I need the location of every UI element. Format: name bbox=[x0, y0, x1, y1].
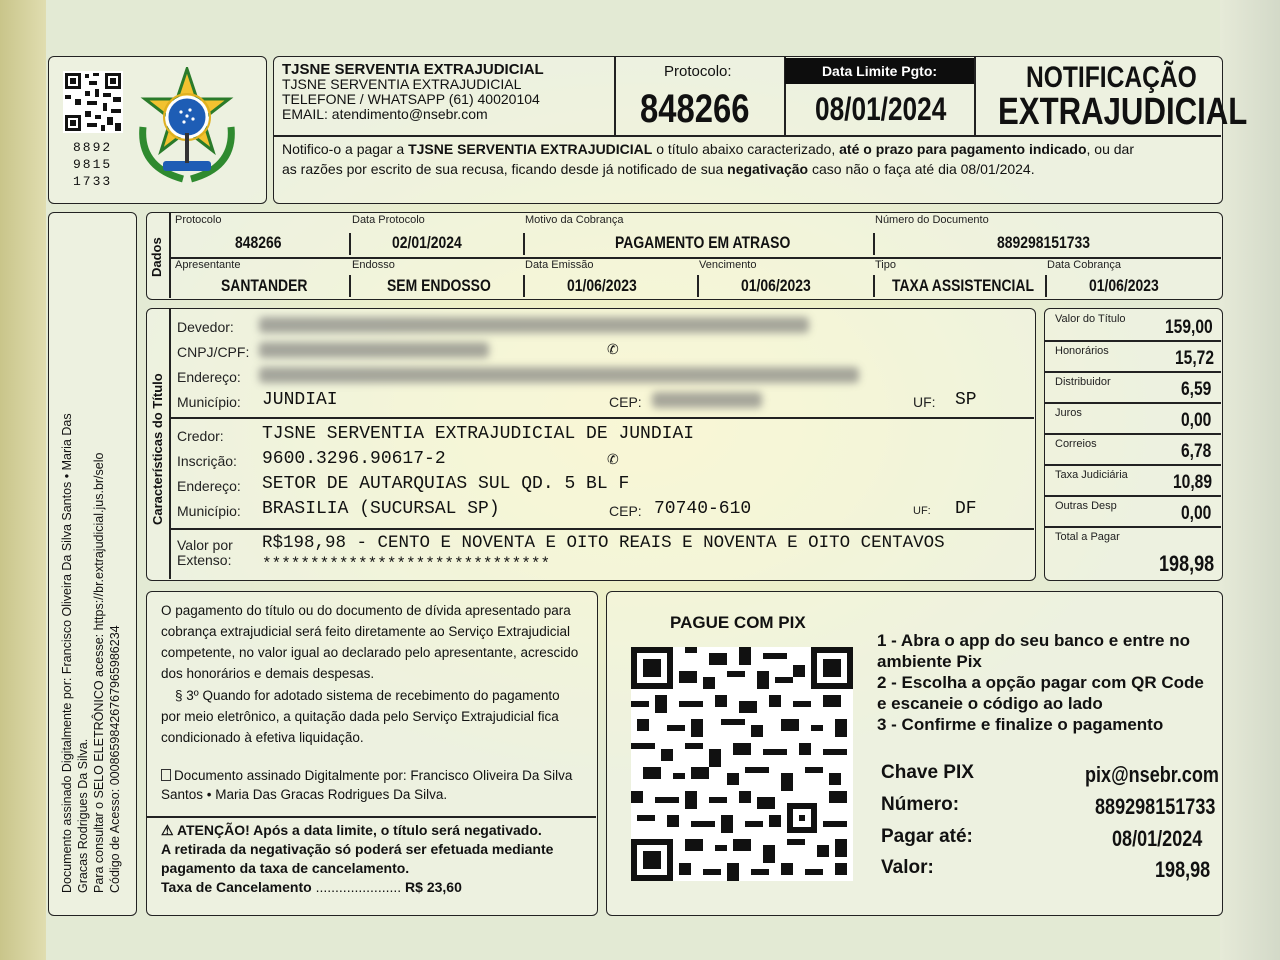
info-paragraph-2: § 3º Quando for adotado sistema de recebimento do pagamento por meio eletrônico, a quitação dada pelo Serviço Extrajudicial fica condicionado à efetiva liquidação. bbox=[161, 688, 560, 745]
dados-data-cobranca: 01/06/2023 bbox=[1089, 276, 1159, 295]
emblem-box bbox=[48, 56, 267, 204]
titulo-section-label: Características do Título bbox=[150, 373, 165, 525]
dados-data-emissao: 01/06/2023 bbox=[567, 276, 637, 295]
left-border-pattern bbox=[0, 0, 46, 960]
deadline-value: 08/01/2024 bbox=[815, 91, 947, 127]
org-name: TJSNE SERVENTIA EXTRAJUDICIAL bbox=[282, 76, 522, 92]
valor-correios: 6,78 bbox=[1181, 441, 1212, 462]
protocol-value: 848266 bbox=[640, 87, 750, 131]
valor-honorarios: 15,72 bbox=[1175, 348, 1214, 369]
valor-outras-desp: 0,00 bbox=[1181, 503, 1212, 524]
valor-distribuidor: 6,59 bbox=[1181, 379, 1212, 400]
org-title: TJSNE SERVENTIA EXTRAJUDICIAL bbox=[282, 61, 544, 78]
cancel-fee: R$ 23,60 bbox=[405, 879, 462, 895]
valor-juros: 0,00 bbox=[1181, 410, 1212, 431]
credor-endereco: SETOR DE AUTARQUIAS SUL QD. 5 BL F bbox=[262, 474, 630, 494]
side-signature-box bbox=[48, 212, 137, 916]
side-line1: Documento assinado Digitalmente por: Francisco Oliveira Da Silva Santos • Maria Das bbox=[60, 413, 74, 893]
notice-text: Notifico-o a pagar a TJSNE SERVENTIA EXTRAJUDICIAL o título abaixo caracterizado, até o prazo para pagamento indicado, ou dar as razões por escrito de sua recusa, ficando desde já notificado de sua negativação caso não o faça até dia 08/01/2024. bbox=[282, 141, 1134, 177]
redacted-cnpj bbox=[259, 342, 489, 358]
dados-section-label: Dados bbox=[149, 237, 164, 277]
titulo-box: Características do Título Devedor: CNPJ/CPF: ✆ Endereço: Município: JUNDIAI CEP: UF: SP Credor: TJSNE SERVENTIA EXTRAJUDICIAL DE JUNDIAI Inscrição: 9600.3296.90617-2 ✆ Endereço: SETOR DE AUTARQUIAS SUL QD. 5 BL F Município: BRASILIA (SUCURSAL SP) CEP: 70740-610 UF: DF Valor por Extenso: R$198,98 - CENTO E NOVENTA E OITO REAIS E NOVENTA E OITO CENTAVOS ****************************** bbox=[146, 308, 1036, 581]
side-line4: Código de Acesso: 00086598426767965986234 bbox=[108, 625, 122, 893]
valor-total: 198,98 bbox=[1159, 551, 1215, 576]
info-signed: Documento assinado Digitalmente por: Francisco Oliveira Da Silva Santos • Maria Das Gracas Rodrigues Da Silva. bbox=[161, 768, 573, 802]
pix-step-3: 3 - Confirme e finalize o pagamento bbox=[877, 715, 1164, 734]
info-box bbox=[146, 591, 598, 916]
info-paragraph-1: O pagamento do título ou do documento de dívida apresentado para cobrança extrajudicial será feito diretamente ao Serviço Extrajudicial competente, no valor igual ao declarado pelo apresentante, acrescido dos honorários e demais despesas. bbox=[161, 603, 579, 681]
dados-apresentante: SANTANDER bbox=[221, 276, 308, 295]
pix-step-2: 2 - Escolha a opção pagar com QR Code e escaneie o código ao lado bbox=[877, 673, 1204, 713]
redacted-endereco bbox=[259, 367, 859, 383]
deadline-label: Data Limite Pgto: bbox=[785, 58, 974, 84]
dados-box: Dados Protocolo 848266 Data Protocolo 02/01/2024 Motivo da Cobrança PAGAMENTO EM ATRASO Número do Documento 889298151733 Apresentante SANTANDER Endosso SEM ENDOSSO Data Emissão 01/06/2023 Vencimento 01/06/2023 Tipo TAXA ASSISTENCIAL Data Cobrança 01/06/2023 bbox=[146, 212, 1223, 300]
credor-name: TJSNE SERVENTIA EXTRAJUDICIAL DE JUNDIAI bbox=[262, 424, 695, 444]
dados-endosso: SEM ENDOSSO bbox=[387, 276, 491, 295]
org-email: EMAIL: atendimento@nsebr.com bbox=[282, 106, 488, 122]
pix-pagar-ate: 08/01/2024 bbox=[1112, 826, 1203, 851]
whatsapp-phone-icon-2: ✆ bbox=[607, 451, 619, 467]
pix-valor: 198,98 bbox=[1155, 857, 1211, 882]
whatsapp-phone-icon: ✆ bbox=[607, 341, 619, 357]
valor-asterisks: ****************************** bbox=[262, 555, 551, 573]
devedor-municipio: JUNDIAI bbox=[262, 390, 338, 410]
pix-title: PAGUE COM PIX bbox=[670, 613, 806, 632]
dados-motivo: PAGAMENTO EM ATRASO bbox=[615, 233, 791, 252]
dados-data-protocolo: 02/01/2024 bbox=[392, 233, 462, 252]
credor-municipio: BRASILIA (SUCURSAL SP) bbox=[262, 499, 500, 519]
dados-tipo: TAXA ASSISTENCIAL bbox=[892, 276, 1034, 295]
valor-titulo: 159,00 bbox=[1165, 317, 1213, 338]
pix-box: PAGUE COM PIX 1 - Abra o app do seu banco e entre no ambiente Pix 2 - Escolha a opção pagar com QR Code e escaneie o código ao lado 3 - Confirme e finalize o pagamento Chave PIX pix@nsebr.com Número: 889298151733 Pagar até: 08/01/2024 Valor: 198,98 bbox=[606, 591, 1223, 916]
pix-qr-code[interactable] bbox=[631, 647, 853, 881]
side-line3: Para consultar o SELO ELETRÔNICO acesse: https://br.extrajudicial.jus.br/selo bbox=[92, 452, 106, 893]
header-box bbox=[273, 56, 1248, 204]
dados-numero-doc: 889298151733 bbox=[997, 233, 1091, 252]
redacted-devedor bbox=[259, 317, 809, 333]
protocol-label: Protocolo: bbox=[664, 63, 732, 80]
notice-title-line1: NOTIFICAÇÃO bbox=[1026, 61, 1197, 94]
small-qr-code[interactable] bbox=[63, 71, 123, 133]
credor-cep: 70740-610 bbox=[654, 499, 752, 519]
pix-chave[interactable]: pix@nsebr.com bbox=[1085, 762, 1219, 787]
valor-extenso: R$198,98 - CENTO E NOVENTA E OITO REAIS E NOVENTA E OITO CENTAVOS bbox=[262, 533, 945, 553]
qr-digits: 8892 9815 1733 bbox=[73, 140, 113, 189]
coat-of-arms-icon bbox=[135, 67, 239, 185]
side-text bbox=[59, 223, 123, 893]
document-icon bbox=[161, 769, 171, 781]
pix-numero: 889298151733 bbox=[1095, 794, 1216, 819]
side-line2: Gracas Rodrigues Da Silva. bbox=[76, 738, 90, 893]
right-border-pattern bbox=[1220, 0, 1280, 960]
devedor-uf: SP bbox=[955, 390, 977, 410]
redacted-cep bbox=[652, 392, 762, 408]
valor-taxa-judiciaria: 10,89 bbox=[1173, 472, 1212, 493]
notice-title-line2: EXTRAJUDICIAL bbox=[998, 91, 1248, 133]
valores-box: Valor do Título 159,00 Honorários 15,72 Distribuidor 6,59 Juros 0,00 Correios 6,78 Taxa Judiciária 10,89 Outras Desp 0,00 Total a Pagar 198,98 bbox=[1044, 308, 1223, 581]
credor-uf: DF bbox=[955, 499, 977, 519]
pix-instructions bbox=[877, 630, 1207, 735]
org-phone: TELEFONE / WHATSAPP (61) 40020104 bbox=[282, 91, 540, 107]
dados-vencimento: 01/06/2023 bbox=[741, 276, 811, 295]
warning-block: ⚠ ATENÇÃO! Após a data limite, o título será negativado. A retirada da negativação só poderá ser efetuada mediante pagamento da taxa de cancelamento. Taxa de Cancelamento ...................... R$ 23,60 bbox=[161, 822, 554, 895]
org-info bbox=[282, 62, 544, 122]
pix-step-1: 1 - Abra o app do seu banco e entre no ambiente Pix bbox=[877, 631, 1190, 671]
credor-inscricao: 9600.3296.90617-2 bbox=[262, 449, 446, 469]
warning-icon: ⚠ bbox=[161, 822, 174, 838]
dados-protocolo: 848266 bbox=[235, 233, 282, 252]
